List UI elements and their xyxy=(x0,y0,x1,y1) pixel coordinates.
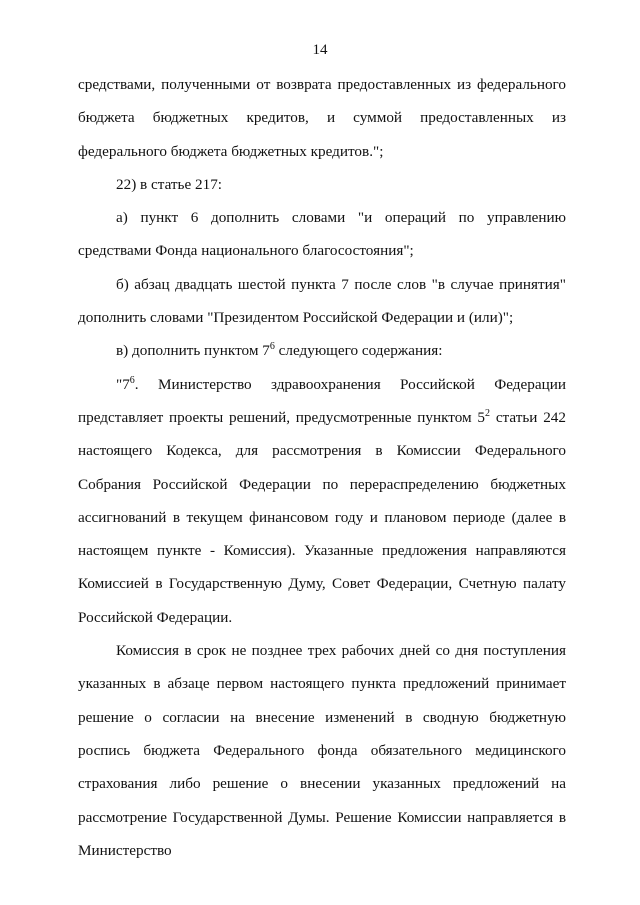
paragraph-subitem-b: б) абзац двадцать шестой пункта 7 после слов "в случае принятия" дополнить словами "Президентом Российской Федерации и (или)"; xyxy=(78,275,566,327)
page-number: 14 xyxy=(312,42,328,58)
subitem-v-text-after: следующего содержания: xyxy=(274,342,443,360)
subitem-v-superscript: 6 xyxy=(269,341,275,353)
point-5-2-superscript: 2 xyxy=(485,407,491,419)
paragraph-continuation: средствами, полученными от возврата предоставленных из федерального бюджета бюджетных кредитов, и суммой предоставленных из федерального бюджета бюджетных кредитов."; xyxy=(78,76,566,160)
document-body xyxy=(78,68,566,867)
point-7-6-text-middle: . Министерство здравоохранения Российской Федерации представляет проекты решений, предусмотренные пунктом 5 xyxy=(78,375,566,426)
paragraph-commission: Комиссия в срок не позднее трех рабочих дней со дня поступления указанных в абзаце первом настоящего пункта предложений принимает решение о согласии на внесение изменений в сводную бюджетную роспись бюджета Федерального фонда обязательного медицинского страхования либо решение о внесении указанных предложений на рассмотрение Государственной Думы. Решение Комиссии направляется в Министерство xyxy=(78,642,566,859)
subitem-v-text-before: в) дополнить пунктом 7 xyxy=(116,342,270,360)
paragraph-item-22: 22) в статье 217: xyxy=(116,175,223,193)
paragraph-point-7-6 xyxy=(78,368,566,634)
point-7-6-superscript: 6 xyxy=(129,374,135,386)
paragraph-subitem-a: а) пункт 6 дополнить словами "и операций по управлению средствами Фонда национального благосостояния"; xyxy=(78,209,566,260)
paragraph-subitem-v xyxy=(78,334,566,367)
point-7-6-text-after: статьи 242 настоящего Кодекса, для рассмотрения в Комиссии Федерального Собрания Российской Федерации по перераспределению бюджетных ассигнований в текущем финансовом году и плановом периоде (далее в настоящем пункте - Комиссия). Указанные предложения направляются Комиссией в Государственную Думу, Совет Федерации, Счетную палату Российской Федерации. xyxy=(78,408,566,626)
point-7-6-quote-number: "7 xyxy=(116,375,130,393)
